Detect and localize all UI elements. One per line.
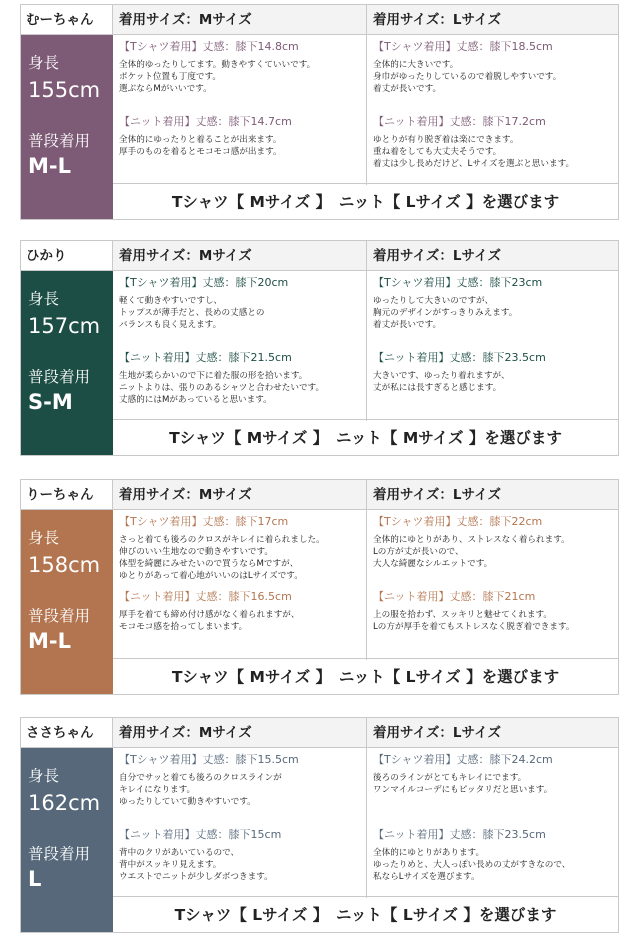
comment-line: Lの方が丈が長いので、	[373, 547, 464, 557]
tshirt-length-heading: 【Tシャツ着用】丈感：膝下15.5cm	[119, 753, 299, 766]
comment-line: 生地が柔らかいので下に着た服の形を拾います。	[119, 371, 308, 381]
comment-line: 大人な綺麗なシルエットです。	[373, 559, 493, 569]
height-value: 155cm	[28, 78, 101, 102]
tshirt-length-heading: 【Tシャツ着用】丈感：膝下17cm	[119, 515, 289, 528]
tshirt-comment	[373, 534, 618, 570]
tshirt-length-heading: 【Tシャツ着用】丈感：膝下20cm	[119, 276, 289, 289]
comment-line: バランスも良く見えます。	[119, 320, 222, 330]
height-label: 身長	[28, 54, 60, 72]
height-label: 身長	[28, 529, 60, 547]
tshirt-comment	[119, 59, 366, 95]
l-size-comments	[367, 271, 618, 421]
l-size-comments	[367, 748, 618, 898]
comment-line: 全体的ゆったりしてます。動きやすくていいです。	[119, 60, 316, 70]
comment-line: 胸元のデザインがすっきりみえます。	[373, 308, 518, 318]
knit-comment	[119, 134, 282, 158]
knit-length-heading: 【ニット着用】丈感：膝下21.5cm	[119, 351, 292, 364]
height-label: 身長	[28, 767, 60, 785]
comment-line: 全体的にゆとりがあります。	[373, 848, 485, 858]
comment-line: ゆったりめと、大人っぽい長めの丈がすきなので、	[373, 860, 571, 870]
m-size-header: 着用サイズ：Mサイズ	[113, 241, 367, 271]
height-value: 162cm	[28, 791, 101, 815]
comment-line: 厚手のものを着るとモコモコ感が出ます。	[119, 147, 282, 157]
knit-length-heading: 【ニット着用】丈感：膝下14.7cm	[119, 115, 292, 128]
size-choice-result: Tシャツ【 Lサイズ 】 ニット【 Lサイズ 】を選びます	[113, 896, 618, 932]
comment-line: 着丈が長いです。	[373, 320, 442, 330]
reviewer-name: ひかり	[21, 241, 113, 271]
comment-line: ポケット位置も丁度です。	[119, 72, 222, 82]
comment-line: 軽くて動きやすいですし、	[119, 296, 223, 306]
l-size-header: 着用サイズ：Lサイズ	[367, 480, 618, 510]
comment-line: 自分でサッと着ても後ろのクロスラインが	[119, 773, 282, 783]
knit-comment	[373, 609, 575, 633]
comment-line: 私ならLサイズを選びます。	[373, 872, 480, 882]
knit-length-heading: 【ニット着用】丈感：膝下16.5cm	[119, 590, 292, 603]
usual-size-value: M-L	[28, 154, 71, 178]
l-size-header: 着用サイズ：Lサイズ	[367, 5, 618, 35]
size-choice-result: Tシャツ【 Mサイズ 】 ニット【 Mサイズ 】を選びます	[113, 419, 618, 455]
reviewer-name: むーちゃん	[21, 5, 113, 35]
comment-line: ニットよりは、張りのあるシャツと合わせたいです。	[119, 383, 325, 393]
m-size-header: 着用サイズ：Mサイズ	[113, 5, 367, 35]
knit-comment	[373, 847, 570, 883]
comment-line: トップスが薄手だと、長めの丈感との	[119, 308, 265, 318]
comment-line: 後ろのラインがとてもキレイにでます。	[373, 773, 527, 783]
tshirt-length-heading: 【Tシャツ着用】丈感：膝下24.2cm	[373, 753, 553, 766]
comment-line: Lの方が厚手を着てもストレスなく脱ぎ着できます。	[373, 622, 575, 632]
comment-line: 丈が私には長すぎると感じます。	[373, 383, 502, 393]
knit-length-heading: 【ニット着用】丈感：膝下23.5cm	[373, 828, 546, 841]
comment-line: 選ぶならMがいいです。	[119, 84, 212, 94]
tshirt-length-heading: 【Tシャツ着用】丈感：膝下23cm	[373, 276, 543, 289]
height-label: 身長	[28, 290, 60, 308]
tshirt-comment	[119, 534, 366, 582]
m-size-comments	[113, 748, 367, 898]
knit-length-heading: 【ニット着用】丈感：膝下21cm	[373, 590, 536, 603]
tshirt-comment	[119, 295, 366, 331]
reviewer-profile-panel	[21, 510, 113, 694]
knit-comment	[373, 370, 510, 394]
comment-line: 全体的に大きいです。	[373, 60, 459, 70]
comment-line: 丈感的にはMがあっていると思います。	[119, 395, 272, 405]
m-size-comments	[113, 271, 367, 421]
comment-line: ウエストでニットが少しダボつきます。	[119, 872, 273, 882]
comment-line: 背中がスッキリ見えます。	[119, 860, 222, 870]
reviewer-profile-panel	[21, 748, 113, 932]
comment-line: 重ね着をしても大丈夫そうです。	[373, 147, 502, 157]
usual-size-label: 普段着用	[28, 132, 91, 150]
knit-comment	[119, 609, 299, 633]
tshirt-comment	[373, 295, 618, 331]
m-size-comments	[113, 35, 367, 185]
m-size-header: 着用サイズ：Mサイズ	[113, 480, 367, 510]
reviewer-name: ささちゃん	[21, 718, 113, 748]
usual-size-value: L	[28, 867, 42, 891]
usual-size-label: 普段着用	[28, 845, 91, 863]
usual-size-label: 普段着用	[28, 607, 91, 625]
comment-line: 身巾がゆったりしているので着脱しやすいです。	[373, 72, 562, 82]
comment-line: 体型を綺麗にみせたいので買うならMですが、	[119, 559, 299, 569]
usual-size-label: 普段着用	[28, 368, 91, 386]
review-card	[20, 717, 619, 933]
size-choice-result: Tシャツ【 Mサイズ 】 ニット【 Lサイズ 】を選びます	[113, 183, 618, 219]
reviewer-profile-panel	[21, 271, 113, 455]
m-size-comments	[113, 510, 367, 660]
tshirt-comment	[119, 772, 366, 808]
review-card	[20, 4, 619, 220]
tshirt-length-heading: 【Tシャツ着用】丈感：膝下14.8cm	[119, 40, 299, 53]
l-size-comments	[367, 510, 618, 660]
comment-line: 背中のクリがあいているので、	[119, 848, 240, 858]
comment-line: 着丈は少し長めだけど、Lサイズを選ぶと思います。	[373, 159, 575, 169]
tshirt-comment	[373, 59, 618, 95]
l-size-header: 着用サイズ：Lサイズ	[367, 718, 618, 748]
usual-size-value: M-L	[28, 629, 71, 653]
height-value: 157cm	[28, 314, 101, 338]
knit-comment	[373, 134, 574, 170]
comment-line: ゆったりしていて動きやすいです。	[119, 797, 256, 807]
comment-line: ゆとりがあって着心地がいいのはLサイズです。	[119, 571, 303, 581]
review-card	[20, 240, 619, 456]
comment-line: 大きいです、ゆったり着れますが、	[373, 371, 510, 381]
reviewer-profile-panel	[21, 35, 113, 219]
comment-line: モコモコ感を拾ってしまいます。	[119, 622, 248, 632]
tshirt-comment	[373, 772, 618, 796]
reviewer-name: りーちゃん	[21, 480, 113, 510]
knit-length-heading: 【ニット着用】丈感：膝下17.2cm	[373, 115, 546, 128]
size-choice-result: Tシャツ【 Mサイズ 】 ニット【 Lサイズ 】を選びます	[113, 658, 618, 694]
knit-comment	[119, 370, 324, 406]
comment-line: ゆったりして大きいのですが、	[373, 296, 494, 306]
comment-line: 厚手を着ても締め付け感がなく着られますが、	[119, 610, 300, 620]
review-card	[20, 479, 619, 695]
comment-line: 伸びのいい生地なので動きやすいです。	[119, 547, 274, 557]
usual-size-value: S-M	[28, 390, 73, 414]
l-size-header: 着用サイズ：Lサイズ	[367, 241, 618, 271]
comment-line: ゆとりが有り脱ぎ着は楽にできます。	[373, 135, 519, 145]
knit-length-heading: 【ニット着用】丈感：膝下15cm	[119, 828, 282, 841]
knit-length-heading: 【ニット着用】丈感：膝下23.5cm	[373, 351, 546, 364]
m-size-header: 着用サイズ：Mサイズ	[113, 718, 367, 748]
comment-line: 全体的にゆったりと着ることが出来ます。	[119, 135, 282, 145]
comment-line: 全体的にゆとりがあり、ストレスなく着られます。	[373, 535, 570, 545]
l-size-comments	[367, 35, 618, 185]
height-value: 158cm	[28, 553, 101, 577]
comment-line: 上の服を拾わず、スッキリと魅せてくれます。	[373, 610, 553, 620]
comment-line: キレイになります。	[119, 785, 196, 795]
tshirt-length-heading: 【Tシャツ着用】丈感：膝下22cm	[373, 515, 543, 528]
comment-line: さっと着ても後ろのクロスがキレイに着られました。	[119, 535, 325, 545]
comment-line: 着丈が長いです。	[373, 84, 442, 94]
comment-line: ワンマイルコーデにもピッタリだと思います。	[373, 785, 553, 795]
knit-comment	[119, 847, 273, 883]
tshirt-length-heading: 【Tシャツ着用】丈感：膝下18.5cm	[373, 40, 553, 53]
